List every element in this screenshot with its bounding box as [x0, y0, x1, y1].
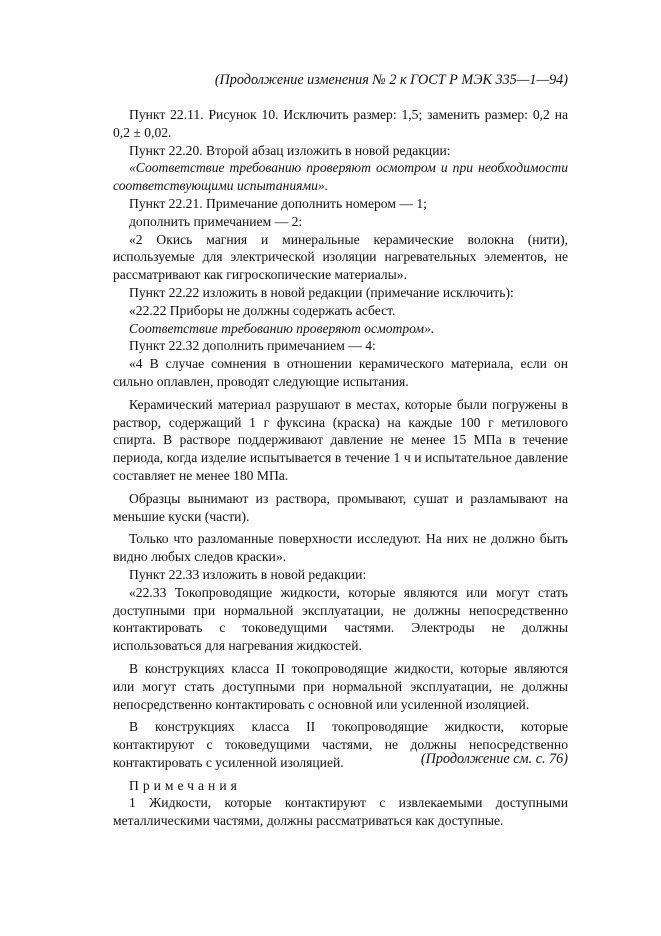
paragraph-22-20: Пункт 22.20. Второй абзац изложить в новой редакции:: [129, 142, 451, 158]
note-1: 1 Жидкости, которые контактируют с извлекаемыми доступными металлическими частями, должны рассматриваться как доступные.: [113, 795, 568, 829]
paragraph-ceramic-test: Керамический материал разрушают в местах, которые были погружены в раствор, содержащий 1 г фуксина (краска) на каждые 100 г метилового спирта. В растворе поддерживают давление не менее 15 МПа в течение периода, когда изделие испытывается в течение 1 ч и испытательное давление составляет не менее 180 МПа.: [113, 396, 568, 483]
paragraph-22-22: Пункт 22.22 изложить в новой редакции (примечание исключить):: [129, 284, 514, 300]
document-body: [113, 106, 568, 830]
paragraph-samples: Образцы вынимают из раствора, промывают, сушат и разламывают на меньшие куски (части).: [113, 490, 568, 524]
paragraph-class-ii-live: В конструкциях класса II токопроводящие жидкости, которые контактируют с токоведущими частями, не должны непосредственно контактировать с усиленной изоляцией.: [113, 719, 568, 770]
paragraph-class-ii-accessible: В конструкциях класса II токопроводящие жидкости, которые являются или могут стать доступными при нормальной эксплуатации, не должны непосредственно контактировать с основной или усиленной изоляцией.: [113, 660, 568, 712]
paragraph-note-2: «2 Окись магния и минеральные керамические волокна (нити), используемые для электрической изоляции нагревательных элементов, не рассматривают как гигроскопические материалы».: [113, 231, 568, 283]
paragraph-note-4: «4 В случае сомнения в отношении керамического материала, если он сильно оплавлен, проводят следующие испытания.: [113, 356, 568, 389]
continuation-header: (Продолжение изменения № 2 к ГОСТ Р МЭК 335—1—94): [214, 72, 568, 88]
paragraph-22-11: Пункт 22.11. Рисунок 10. Исключить размер: 1,5; заменить размер: 0,2 на 0,2 ± 0,02.: [113, 107, 568, 140]
paragraph-22-22-check: Соответствие требованию проверяют осмотром».: [129, 320, 435, 336]
notes-title: Примечания: [129, 777, 241, 793]
paragraph-22-33-text: «22.33 Токопроводящие жидкости, которые являются или могут стать доступными при нормальной эксплуатации, не должны непосредственно контактировать с токоведущими частями. Электроды не должны использоваться для нагревания жидкостей.: [113, 584, 568, 654]
continuation-footer: (Продолжение см. с. 76): [420, 751, 568, 767]
paragraph-22-20-text: «Соответствие требованию проверяют осмотром и при необходимости соответствующими испытаниями».: [113, 160, 568, 194]
paragraph-22-22-text: «22.22 Приборы не должны содержать асбест.: [129, 302, 396, 318]
paragraph-22-33: Пункт 22.33 изложить в новой редакции:: [129, 566, 367, 582]
paragraph-surfaces: Только что разломанные поверхности исследуют. На них не должно быть видно любых следов краски».: [113, 531, 568, 565]
paragraph-22-21-add: дополнить примечанием — 2:: [129, 213, 303, 229]
paragraph-22-21: Пункт 22.21. Примечание дополнить номером — 1;: [129, 195, 427, 211]
paragraph-22-32: Пункт 22.32 дополнить примечанием — 4:: [129, 338, 376, 354]
